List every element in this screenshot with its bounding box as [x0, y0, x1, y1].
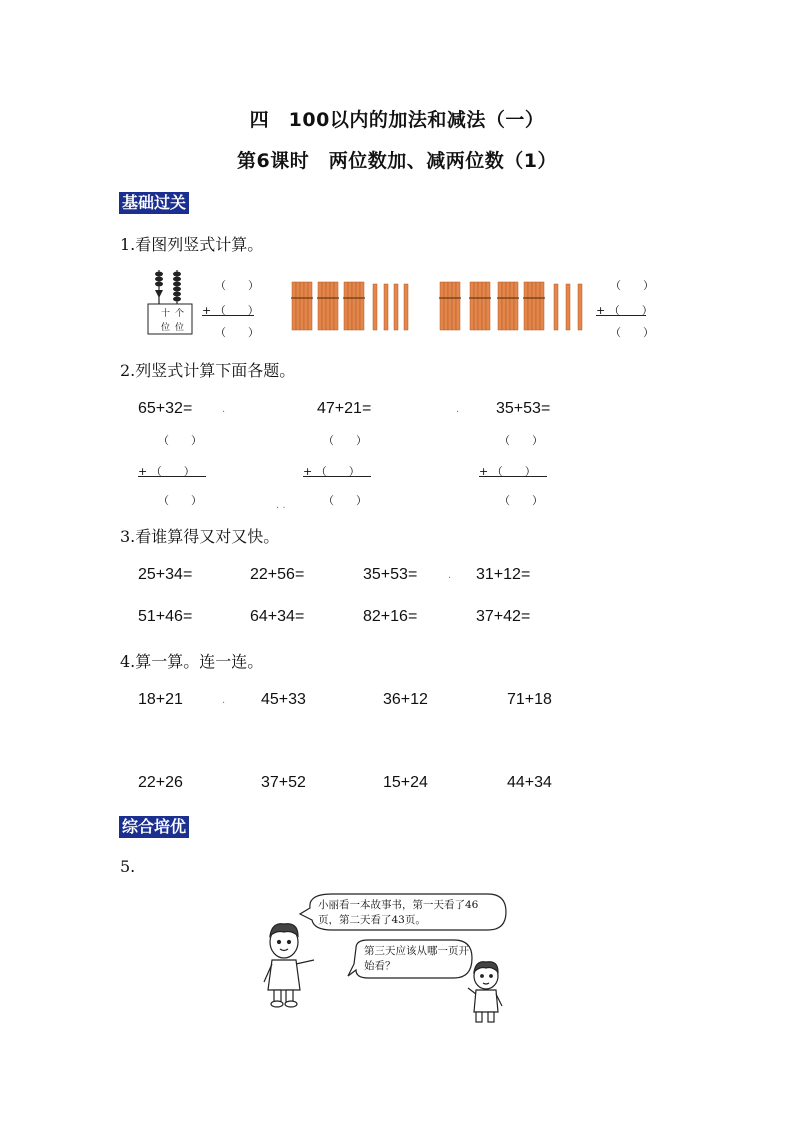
q3-r1-4: 31+12=: [476, 566, 531, 583]
q1-right-rule: [596, 315, 646, 316]
q1-left-paren-1[interactable]: （ ）: [215, 279, 259, 292]
q3-r2-2: 64+34=: [250, 608, 305, 625]
q3-r1-3: 35+53=: [363, 566, 418, 583]
q3-r1-2: 22+56=: [250, 566, 305, 583]
abacus-label-pos-2: 位: [175, 323, 185, 333]
q1-left-paren-2[interactable]: + （ ）: [202, 304, 259, 317]
q4-bottom-4[interactable]: 44+34: [507, 774, 552, 791]
sticks-group-2: [438, 280, 588, 332]
abacus-figure: [143, 268, 198, 335]
q2-col1-paren-1[interactable]: （ ）: [158, 434, 202, 447]
q4-top-4[interactable]: 71+18: [507, 691, 552, 708]
q2-col1-paren-2[interactable]: + （ ）: [138, 465, 195, 478]
question-1-label: 1.看图列竖式计算。: [120, 235, 264, 254]
abacus-label-ones: 个: [175, 309, 185, 319]
q3-r1-1: 25+34=: [138, 566, 193, 583]
q1-right-paren-3[interactable]: （ ）: [610, 326, 654, 339]
q1-right-paren-2[interactable]: + （ ）: [596, 304, 653, 317]
q4-bottom-3[interactable]: 15+24: [383, 774, 428, 791]
sticks-group-1: [290, 280, 410, 332]
q4-top-1[interactable]: 18+21: [138, 691, 183, 708]
q2-col2-paren-1[interactable]: （ ）: [323, 434, 367, 447]
q3-r2-3: 82+16=: [363, 608, 418, 625]
speech-bubble-1: 小丽看一本故事书，第一天看了46页，第二天看了43页。: [318, 899, 479, 926]
question-2-label: 2.列竖式计算下面各题。: [120, 361, 296, 380]
q4-bottom-2[interactable]: 37+52: [261, 774, 306, 791]
q3-r2-1: 51+46=: [138, 608, 193, 625]
q2-col1-paren-3[interactable]: （ ）: [158, 494, 202, 507]
question-3-label: 3.看谁算得又对又快。: [120, 527, 280, 546]
q2-col1-rule: [138, 476, 206, 477]
q2-item-2: 47+21=: [317, 400, 372, 417]
abacus-label-tens: 十: [161, 309, 171, 319]
q2-col2-paren-3[interactable]: （ ）: [323, 494, 367, 507]
q2-col3-rule: [479, 476, 547, 477]
section-badge-advanced: 综合培优: [119, 816, 189, 838]
question-5-label: 5.: [120, 857, 136, 876]
q1-left-paren-3[interactable]: （ ）: [215, 326, 259, 339]
q2-item-3: 35+53=: [496, 400, 551, 417]
q2-col3-paren-3[interactable]: （ ）: [499, 494, 543, 507]
q1-right-paren-1[interactable]: （ ）: [610, 279, 654, 292]
q2-col2-rule: [303, 476, 371, 477]
question-4-label: 4.算一算。连一连。: [120, 652, 264, 671]
q4-bottom-1[interactable]: 22+26: [138, 774, 183, 791]
q2-col3-paren-2[interactable]: + （ ）: [479, 465, 536, 478]
page-title: 四 100以内的加法和减法（一）: [249, 109, 545, 131]
q2-item-1: 65+32=: [138, 400, 193, 417]
q2-col2-paren-2[interactable]: + （ ）: [303, 465, 360, 478]
section-badge-basic: 基础过关: [119, 192, 189, 214]
q1-left-rule: [202, 315, 254, 316]
abacus-label-pos-1: 位: [161, 323, 171, 333]
page-subtitle: 第6课时 两位数加、减两位数（1）: [237, 150, 557, 172]
q2-col3-paren-1[interactable]: （ ）: [499, 434, 543, 447]
speech-bubble-2: 第三天应该从哪一页开始看？: [364, 945, 469, 972]
q4-top-3[interactable]: 36+12: [383, 691, 428, 708]
q3-r2-4: 37+42=: [476, 608, 531, 625]
q4-top-2[interactable]: 45+33: [261, 691, 306, 708]
